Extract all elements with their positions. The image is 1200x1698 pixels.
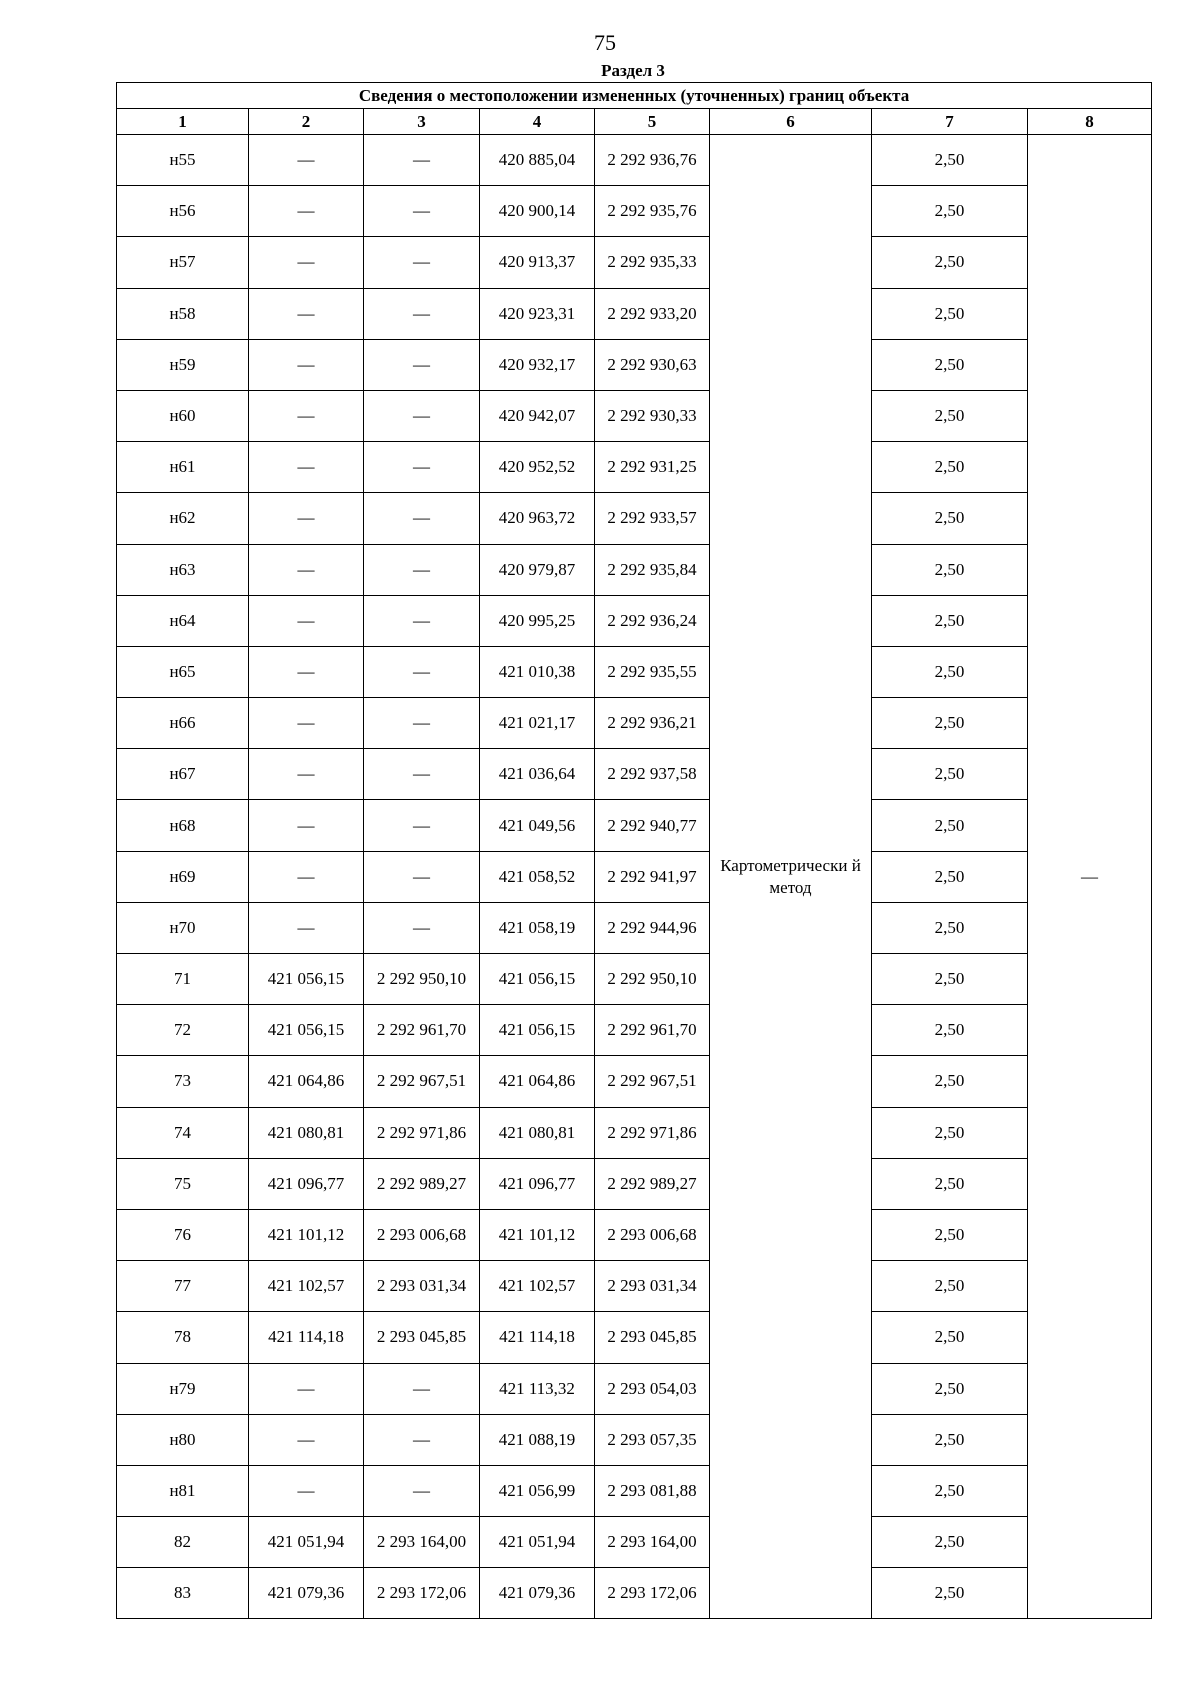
cell-old-x: — — [249, 698, 364, 749]
table-row — [117, 1312, 1152, 1363]
cell-old-y: — — [364, 698, 480, 749]
cell-point: 73 — [117, 1056, 249, 1107]
cell-old-y: — — [364, 1465, 480, 1516]
cell-accuracy: 2,50 — [872, 1261, 1028, 1312]
table-row — [117, 186, 1152, 237]
cell-accuracy: 2,50 — [872, 288, 1028, 339]
cell-point: н63 — [117, 544, 249, 595]
cell-accuracy: 2,50 — [872, 135, 1028, 186]
cell-old-y: — — [364, 749, 480, 800]
cell-new-y: 2 292 940,77 — [595, 800, 710, 851]
cell-old-y: — — [364, 493, 480, 544]
cell-new-x: 421 036,64 — [480, 749, 595, 800]
cell-point: 71 — [117, 954, 249, 1005]
cell-new-x: 420 963,72 — [480, 493, 595, 544]
cell-accuracy: 2,50 — [872, 800, 1028, 851]
cell-old-x: — — [249, 390, 364, 441]
cell-old-y: 2 292 950,10 — [364, 954, 480, 1005]
cell-old-x: — — [249, 544, 364, 595]
cell-accuracy: 2,50 — [872, 749, 1028, 800]
cell-point: 82 — [117, 1517, 249, 1568]
cell-new-y: 2 292 967,51 — [595, 1056, 710, 1107]
cell-old-y: — — [364, 595, 480, 646]
cell-point: н70 — [117, 902, 249, 953]
cell-new-x: 421 051,94 — [480, 1517, 595, 1568]
cell-accuracy: 2,50 — [872, 646, 1028, 697]
cell-old-x: 421 101,12 — [249, 1209, 364, 1260]
cell-old-x: — — [249, 1363, 364, 1414]
cell-old-y: — — [364, 237, 480, 288]
table-row — [117, 493, 1152, 544]
cell-new-y: 2 292 941,97 — [595, 851, 710, 902]
cell-point: н66 — [117, 698, 249, 749]
cell-point: 78 — [117, 1312, 249, 1363]
cell-accuracy: 2,50 — [872, 1363, 1028, 1414]
cell-new-x: 421 056,15 — [480, 954, 595, 1005]
cell-old-y: 2 293 172,06 — [364, 1568, 480, 1619]
cell-old-x: — — [249, 493, 364, 544]
cell-accuracy: 2,50 — [872, 1107, 1028, 1158]
cell-old-x: 421 056,15 — [249, 1005, 364, 1056]
column-header: 1 — [117, 109, 249, 135]
cell-accuracy: 2,50 — [872, 595, 1028, 646]
table-row — [117, 749, 1152, 800]
table-row — [117, 1414, 1152, 1465]
column-header: 6 — [710, 109, 872, 135]
cell-accuracy: 2,50 — [872, 186, 1028, 237]
cell-old-x: 421 064,86 — [249, 1056, 364, 1107]
cell-point: н81 — [117, 1465, 249, 1516]
table-row — [117, 442, 1152, 493]
cell-new-x: 421 049,56 — [480, 800, 595, 851]
table-row — [117, 1363, 1152, 1414]
cell-new-y: 2 292 961,70 — [595, 1005, 710, 1056]
cell-new-x: 421 080,81 — [480, 1107, 595, 1158]
cell-new-y: 2 293 006,68 — [595, 1209, 710, 1260]
cell-old-y: — — [364, 646, 480, 697]
cell-point: 76 — [117, 1209, 249, 1260]
cell-new-x: 420 885,04 — [480, 135, 595, 186]
column-header: 3 — [364, 109, 480, 135]
cell-new-y: 2 292 971,86 — [595, 1107, 710, 1158]
cell-new-y: 2 293 172,06 — [595, 1568, 710, 1619]
cell-new-x: 421 102,57 — [480, 1261, 595, 1312]
cell-point: 74 — [117, 1107, 249, 1158]
column-header: 2 — [249, 109, 364, 135]
cell-new-x: 421 021,17 — [480, 698, 595, 749]
cell-old-y: — — [364, 390, 480, 441]
cell-accuracy: 2,50 — [872, 851, 1028, 902]
cell-old-y: — — [364, 339, 480, 390]
cell-accuracy: 2,50 — [872, 390, 1028, 441]
cell-old-x: 421 080,81 — [249, 1107, 364, 1158]
cell-new-x: 421 064,86 — [480, 1056, 595, 1107]
table-row — [117, 1517, 1152, 1568]
cell-new-x: 421 058,52 — [480, 851, 595, 902]
page-number: 75 — [594, 30, 616, 55]
cell-new-x: 421 088,19 — [480, 1414, 595, 1465]
cell-old-y: 2 293 031,34 — [364, 1261, 480, 1312]
cell-new-x: 420 900,14 — [480, 186, 595, 237]
cell-new-x: 420 923,31 — [480, 288, 595, 339]
cell-new-y: 2 292 931,25 — [595, 442, 710, 493]
cell-new-y: 2 292 933,20 — [595, 288, 710, 339]
cell-new-y: 2 292 935,84 — [595, 544, 710, 595]
cell-new-y: 2 292 989,27 — [595, 1158, 710, 1209]
table-row — [117, 237, 1152, 288]
table-row — [117, 595, 1152, 646]
cell-old-x: — — [249, 851, 364, 902]
cell-accuracy: 2,50 — [872, 1517, 1028, 1568]
cell-new-x: 420 913,37 — [480, 237, 595, 288]
cell-old-y: 2 293 164,00 — [364, 1517, 480, 1568]
cell-new-x: 420 952,52 — [480, 442, 595, 493]
table-row — [117, 1158, 1152, 1209]
cell-new-x: 421 058,19 — [480, 902, 595, 953]
cell-old-x: — — [249, 339, 364, 390]
cell-new-y: 2 293 057,35 — [595, 1414, 710, 1465]
cell-point: 72 — [117, 1005, 249, 1056]
table-row — [117, 646, 1152, 697]
cell-point: 83 — [117, 1568, 249, 1619]
cell-accuracy: 2,50 — [872, 237, 1028, 288]
cell-new-x: 420 995,25 — [480, 595, 595, 646]
table-row — [117, 1005, 1152, 1056]
column-header: 7 — [872, 109, 1028, 135]
cell-old-x: — — [249, 237, 364, 288]
table-row — [117, 1209, 1152, 1260]
cell-new-y: 2 292 936,76 — [595, 135, 710, 186]
cell-accuracy: 2,50 — [872, 339, 1028, 390]
cell-point: н59 — [117, 339, 249, 390]
cell-old-y: — — [364, 800, 480, 851]
cell-new-x: 420 932,17 — [480, 339, 595, 390]
cell-accuracy: 2,50 — [872, 544, 1028, 595]
cell-old-x: — — [249, 1465, 364, 1516]
boundary-coordinates-table — [116, 82, 1152, 1619]
cell-accuracy: 2,50 — [872, 1414, 1028, 1465]
cell-old-x: — — [249, 595, 364, 646]
table-row — [117, 135, 1152, 186]
cell-accuracy: 2,50 — [872, 902, 1028, 953]
cell-old-y: — — [364, 1363, 480, 1414]
cell-point: н68 — [117, 800, 249, 851]
cell-new-y: 2 292 935,33 — [595, 237, 710, 288]
table-row — [117, 1107, 1152, 1158]
cell-point: н62 — [117, 493, 249, 544]
cell-point: 75 — [117, 1158, 249, 1209]
cell-column8: — — [1028, 135, 1152, 1619]
section-title: Раздел 3 — [601, 61, 665, 80]
cell-point: 77 — [117, 1261, 249, 1312]
table-row — [117, 390, 1152, 441]
table-row — [117, 544, 1152, 595]
cell-new-x: 421 101,12 — [480, 1209, 595, 1260]
table-caption-row — [117, 83, 1152, 109]
cell-old-y: 2 292 989,27 — [364, 1158, 480, 1209]
cell-old-x: 421 056,15 — [249, 954, 364, 1005]
column-header: 8 — [1028, 109, 1152, 135]
cell-new-y: 2 292 936,21 — [595, 698, 710, 749]
table-row — [117, 954, 1152, 1005]
cell-old-y: — — [364, 851, 480, 902]
cell-point: н57 — [117, 237, 249, 288]
table-caption: Сведения о местоположении измененных (уточненных) границ объекта — [117, 83, 1152, 109]
cell-accuracy: 2,50 — [872, 1312, 1028, 1363]
cell-old-x: 421 079,36 — [249, 1568, 364, 1619]
cell-old-x: — — [249, 749, 364, 800]
cell-point: н65 — [117, 646, 249, 697]
cell-new-y: 2 293 054,03 — [595, 1363, 710, 1414]
cell-new-x: 421 114,18 — [480, 1312, 595, 1363]
cell-old-x: — — [249, 646, 364, 697]
column-header: 5 — [595, 109, 710, 135]
cell-old-y: — — [364, 442, 480, 493]
cell-old-x: — — [249, 288, 364, 339]
cell-point: н79 — [117, 1363, 249, 1414]
cell-new-x: 421 113,32 — [480, 1363, 595, 1414]
cell-accuracy: 2,50 — [872, 1005, 1028, 1056]
cell-accuracy: 2,50 — [872, 954, 1028, 1005]
cell-accuracy: 2,50 — [872, 698, 1028, 749]
cell-new-x: 421 096,77 — [480, 1158, 595, 1209]
cell-new-y: 2 293 164,00 — [595, 1517, 710, 1568]
table-row — [117, 800, 1152, 851]
table-row — [117, 288, 1152, 339]
cell-old-x: — — [249, 800, 364, 851]
cell-new-x: 420 942,07 — [480, 390, 595, 441]
cell-method: Картометрически й метод — [710, 135, 872, 1619]
cell-new-y: 2 292 936,24 — [595, 595, 710, 646]
cell-new-x: 420 979,87 — [480, 544, 595, 595]
cell-new-y: 2 292 944,96 — [595, 902, 710, 953]
table-row — [117, 1056, 1152, 1107]
cell-new-x: 421 056,99 — [480, 1465, 595, 1516]
cell-new-y: 2 293 031,34 — [595, 1261, 710, 1312]
cell-old-y: 2 293 006,68 — [364, 1209, 480, 1260]
cell-old-y: — — [364, 135, 480, 186]
cell-old-y: 2 293 045,85 — [364, 1312, 480, 1363]
cell-old-y: 2 292 967,51 — [364, 1056, 480, 1107]
cell-old-y: — — [364, 1414, 480, 1465]
cell-new-y: 2 292 930,63 — [595, 339, 710, 390]
cell-new-y: 2 292 950,10 — [595, 954, 710, 1005]
cell-old-y: — — [364, 288, 480, 339]
cell-point: н58 — [117, 288, 249, 339]
cell-new-x: 421 056,15 — [480, 1005, 595, 1056]
cell-point: н80 — [117, 1414, 249, 1465]
cell-point: н67 — [117, 749, 249, 800]
cell-accuracy: 2,50 — [872, 1158, 1028, 1209]
cell-new-x: 421 079,36 — [480, 1568, 595, 1619]
cell-old-y: — — [364, 186, 480, 237]
cell-new-y: 2 292 935,76 — [595, 186, 710, 237]
cell-old-x: — — [249, 186, 364, 237]
cell-old-y: — — [364, 902, 480, 953]
cell-old-x: 421 102,57 — [249, 1261, 364, 1312]
cell-old-x: — — [249, 1414, 364, 1465]
cell-accuracy: 2,50 — [872, 1568, 1028, 1619]
cell-old-x: — — [249, 902, 364, 953]
table-row — [117, 339, 1152, 390]
cell-new-y: 2 293 081,88 — [595, 1465, 710, 1516]
cell-point: н64 — [117, 595, 249, 646]
cell-accuracy: 2,50 — [872, 1056, 1028, 1107]
cell-old-x: — — [249, 442, 364, 493]
cell-old-y: — — [364, 544, 480, 595]
cell-point: н69 — [117, 851, 249, 902]
table-row — [117, 1261, 1152, 1312]
cell-old-y: 2 292 961,70 — [364, 1005, 480, 1056]
cell-old-x: 421 051,94 — [249, 1517, 364, 1568]
cell-old-x: — — [249, 135, 364, 186]
cell-old-x: 421 114,18 — [249, 1312, 364, 1363]
cell-new-y: 2 292 937,58 — [595, 749, 710, 800]
cell-accuracy: 2,50 — [872, 1465, 1028, 1516]
table-body — [117, 135, 1152, 1619]
cell-point: н55 — [117, 135, 249, 186]
cell-old-x: 421 096,77 — [249, 1158, 364, 1209]
cell-new-y: 2 292 930,33 — [595, 390, 710, 441]
cell-accuracy: 2,50 — [872, 442, 1028, 493]
table-row — [117, 1465, 1152, 1516]
table-row — [117, 851, 1152, 902]
cell-new-y: 2 293 045,85 — [595, 1312, 710, 1363]
cell-accuracy: 2,50 — [872, 1209, 1028, 1260]
table-row — [117, 902, 1152, 953]
cell-accuracy: 2,50 — [872, 493, 1028, 544]
column-header-row — [117, 109, 1152, 135]
table-row — [117, 698, 1152, 749]
cell-new-y: 2 292 935,55 — [595, 646, 710, 697]
column-header: 4 — [480, 109, 595, 135]
table-row — [117, 1568, 1152, 1619]
cell-point: н60 — [117, 390, 249, 441]
cell-new-x: 421 010,38 — [480, 646, 595, 697]
cell-new-y: 2 292 933,57 — [595, 493, 710, 544]
cell-point: н61 — [117, 442, 249, 493]
cell-point: н56 — [117, 186, 249, 237]
cell-old-y: 2 292 971,86 — [364, 1107, 480, 1158]
